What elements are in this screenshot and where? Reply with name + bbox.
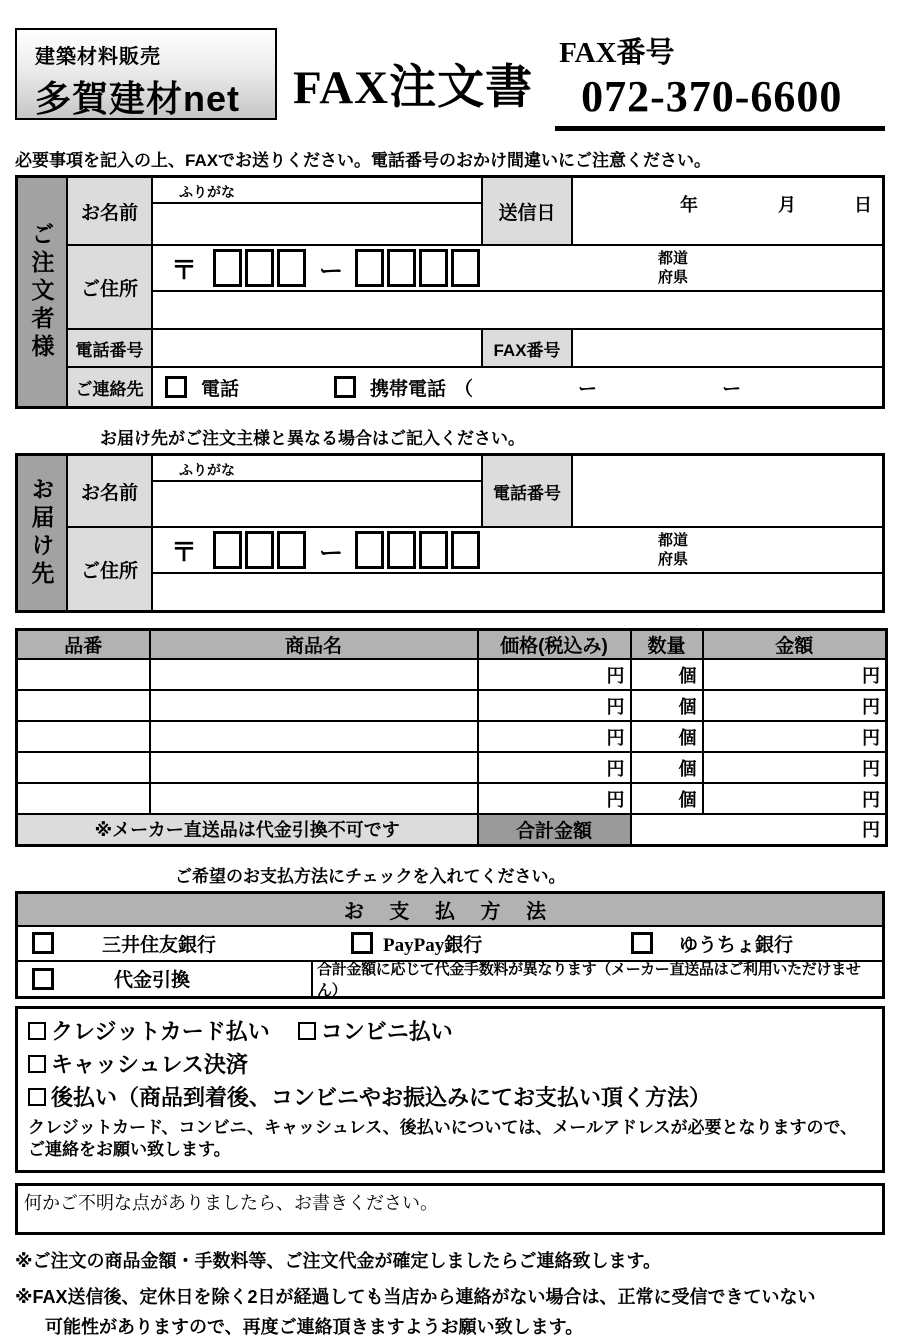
col-header-price: 価格(税込み)	[478, 630, 631, 660]
product-row	[17, 752, 887, 783]
product-row	[17, 721, 887, 752]
checkbox-cashless[interactable]	[28, 1055, 46, 1073]
delivery-name-label: お名前	[68, 456, 153, 526]
orderer-postal-row	[153, 246, 882, 292]
form-instruction: 必要事項を記入の上、FAXでお送りください。電話番号のおかけ間違いにご注意ください。	[15, 151, 712, 170]
product-order-table	[15, 628, 888, 847]
price-field[interactable]: 円	[478, 659, 631, 690]
postal-mark: 〒	[171, 254, 198, 285]
footnote-fax-receipt-line1: ※FAX送信後、定休日を除く2日が経過しても当店から連絡がない場合は、正常に受信できていない	[15, 1287, 816, 1308]
postal-box[interactable]	[355, 531, 384, 569]
cod-row	[18, 960, 882, 999]
price-field[interactable]: 円	[478, 690, 631, 721]
checkbox-conbini[interactable]	[298, 1022, 316, 1040]
product-row	[17, 690, 887, 721]
paren-mark: （	[454, 378, 474, 400]
direct-ship-note: ※メーカー直送品は代金引換不可です	[17, 814, 478, 845]
item-number-field[interactable]	[17, 783, 150, 814]
delivery-address-field[interactable]	[153, 574, 882, 610]
price-field[interactable]: 円	[478, 721, 631, 752]
bank-option-paypay	[323, 930, 613, 957]
orderer-table	[15, 175, 885, 409]
orderer-address-label: ご住所	[68, 246, 153, 328]
quantity-field[interactable]: 個	[631, 659, 703, 690]
postal-box[interactable]	[419, 249, 448, 287]
postal-dash: ー	[319, 257, 344, 285]
pref-line1: 都道	[658, 532, 689, 549]
payment-method-table	[15, 891, 885, 999]
bank-options-row	[18, 927, 882, 962]
checkbox-cod[interactable]	[32, 968, 54, 990]
payment-instruction: ご希望のお支払方法にチェックを入れてください。	[175, 866, 566, 886]
postal-box[interactable]	[387, 249, 416, 287]
logo-tagline: 建築材料販売	[35, 46, 161, 68]
price-field[interactable]: 円	[478, 783, 631, 814]
amount-field[interactable]: 円	[703, 721, 887, 752]
checkbox-atobarai[interactable]	[28, 1088, 46, 1106]
checkbox-bank-smbc[interactable]	[32, 932, 54, 954]
month-label: 月	[778, 195, 796, 215]
amount-field[interactable]: 円	[703, 690, 887, 721]
contact-method-label: ご連絡先	[68, 368, 153, 406]
item-number-field[interactable]	[17, 752, 150, 783]
orderer-fax-label: FAX番号	[483, 330, 573, 366]
cod-option	[18, 962, 313, 996]
delivery-name-field[interactable]	[153, 482, 481, 526]
comments-box[interactable]	[15, 1183, 885, 1235]
product-header-row	[17, 630, 887, 660]
other-payment-options-box	[15, 1006, 885, 1174]
amount-field[interactable]: 円	[703, 783, 887, 814]
email-required-note-line2: ご連絡をお願い致します。	[28, 1140, 231, 1160]
quantity-field[interactable]: 個	[631, 783, 703, 814]
orderer-name-field[interactable]	[153, 204, 481, 244]
postal-box[interactable]	[245, 531, 274, 569]
pref-line1: 都道	[658, 250, 689, 267]
checkbox-contact-phone[interactable]	[165, 376, 187, 398]
quantity-field[interactable]: 個	[631, 690, 703, 721]
product-row	[17, 783, 887, 814]
item-number-field[interactable]	[17, 659, 150, 690]
col-header-product-name: 商品名	[150, 630, 478, 660]
product-name-field[interactable]	[150, 783, 478, 814]
footnote-fax-receipt-line2: 可能性がありますので、再度ご連絡頂きますようお願い致します。	[45, 1317, 584, 1338]
orderer-phone-label: 電話番号	[68, 330, 153, 366]
checkbox-contact-mobile[interactable]	[334, 376, 356, 398]
pref-line2: 府県	[658, 268, 689, 286]
delivery-section-title: お届け先	[28, 477, 55, 589]
payment-option-line2	[28, 1048, 872, 1081]
bank-yucho-label: ゆうちょ銀行	[679, 934, 794, 956]
delivery-table	[15, 453, 885, 613]
orderer-address-field[interactable]	[153, 292, 882, 328]
send-date-field[interactable]	[573, 178, 882, 244]
cashless-label: キャッシュレス決済	[51, 1051, 248, 1077]
orderer-furigana-label: ふりがな	[153, 178, 481, 204]
payment-method-header: お 支 払 方 法	[18, 894, 882, 927]
year-label: 年	[680, 195, 698, 215]
orderer-phone-row	[68, 330, 882, 368]
postal-box[interactable]	[213, 249, 242, 287]
send-date-label: 送信日	[483, 178, 573, 244]
delivery-furigana-label: ふりがな	[153, 456, 481, 482]
orderer-section-header	[18, 178, 68, 406]
product-name-field[interactable]	[150, 752, 478, 783]
checkbox-bank-yucho[interactable]	[631, 932, 653, 954]
bank-smbc-label: 三井住友銀行	[102, 934, 217, 956]
comments-box-label: 何かご不明な点がありましたら、お書きください。	[24, 1193, 438, 1214]
delivery-address-row	[68, 528, 882, 610]
phone-dash1: ー	[578, 378, 598, 400]
orderer-phone-field[interactable]	[153, 330, 483, 366]
page-title: FAX注文書	[293, 62, 534, 114]
bank-paypay-label: PayPay銀行	[383, 934, 483, 956]
item-number-field[interactable]	[17, 721, 150, 752]
logo-company-name: 多賀建材net	[35, 78, 241, 119]
postal-box[interactable]	[355, 249, 384, 287]
email-required-note-line1: クレジットカード、コンビニ、キャッシュレス、後払いについては、メールアドレスが必要となりますので、	[28, 1117, 858, 1137]
quantity-field[interactable]: 個	[631, 721, 703, 752]
bank-option-smbc	[18, 930, 323, 957]
delivery-postal-row	[153, 528, 882, 574]
credit-card-label: クレジットカード払い	[51, 1018, 270, 1044]
postal-box[interactable]	[277, 531, 306, 569]
prefecture-label	[658, 250, 688, 288]
product-name-field[interactable]	[150, 659, 478, 690]
price-field[interactable]: 円	[478, 752, 631, 783]
delivery-note: お届け先がご注文主様と異なる場合はご記入ください。	[100, 429, 525, 448]
checkbox-bank-paypay[interactable]	[351, 932, 373, 954]
checkbox-credit-card[interactable]	[28, 1022, 46, 1040]
contact-mobile-label: 携帯電話	[370, 378, 447, 400]
col-header-item-number: 品番	[17, 630, 150, 660]
product-name-field[interactable]	[150, 690, 478, 721]
fax-number-label: FAX番号	[559, 37, 675, 69]
delivery-phone-field[interactable]	[573, 456, 882, 526]
postal-box[interactable]	[419, 531, 448, 569]
orderer-name-label: お名前	[68, 178, 153, 244]
footnote-price-confirmation: ※ご注文の商品金額・手数料等、ご注文代金が確定しましたらご連絡致します。	[15, 1251, 662, 1272]
delivery-name-row	[68, 456, 882, 528]
prefecture-label	[658, 532, 688, 570]
delivery-section-header	[18, 456, 68, 610]
product-name-field[interactable]	[150, 721, 478, 752]
company-logo	[15, 28, 277, 120]
orderer-contact-row	[68, 368, 882, 406]
quantity-field[interactable]: 個	[631, 752, 703, 783]
conbini-label: コンビニ払い	[320, 1018, 453, 1044]
orderer-fax-field[interactable]	[573, 330, 882, 366]
cod-fee-note: 合計金額に応じて代金手数料が異なります（メーカー直送品はご利用いただけません）	[317, 960, 861, 999]
bank-option-yucho	[613, 930, 793, 957]
header	[0, 0, 900, 131]
total-amount-field[interactable]: 円	[631, 814, 887, 845]
phone-dash2: ー	[722, 378, 742, 400]
total-amount-label: 合計金額	[478, 814, 631, 845]
delivery-address-label: ご住所	[68, 528, 153, 610]
payment-option-line3	[28, 1081, 872, 1114]
col-header-quantity: 数量	[631, 630, 703, 660]
postal-box[interactable]	[451, 531, 480, 569]
postal-box[interactable]	[277, 249, 306, 287]
product-total-row	[17, 814, 887, 845]
cod-label: 代金引換	[114, 970, 191, 991]
amount-field[interactable]: 円	[703, 752, 887, 783]
orderer-name-row	[68, 178, 882, 246]
postal-box[interactable]	[451, 249, 480, 287]
postal-mark: 〒	[171, 536, 198, 567]
postal-dash: ー	[319, 539, 344, 567]
atobarai-label: 後払い（商品到着後、コンビニやお振込みにてお支払い頂く方法）	[51, 1084, 712, 1110]
postal-box[interactable]	[213, 531, 242, 569]
item-number-field[interactable]	[17, 690, 150, 721]
orderer-address-row	[68, 246, 882, 330]
product-row	[17, 659, 887, 690]
payment-option-line1	[28, 1015, 872, 1048]
pref-line2: 府県	[658, 550, 689, 568]
fax-number-value: 072-370-6600	[555, 71, 885, 131]
orderer-section-title: ご注文者様	[28, 222, 55, 362]
amount-field[interactable]: 円	[703, 659, 887, 690]
contact-phone-label: 電話	[201, 378, 240, 400]
postal-box[interactable]	[387, 531, 416, 569]
delivery-phone-label: 電話番号	[483, 456, 573, 526]
fax-number-block	[555, 30, 885, 131]
col-header-amount: 金額	[703, 630, 887, 660]
day-label: 日	[854, 195, 872, 215]
postal-box[interactable]	[245, 249, 274, 287]
